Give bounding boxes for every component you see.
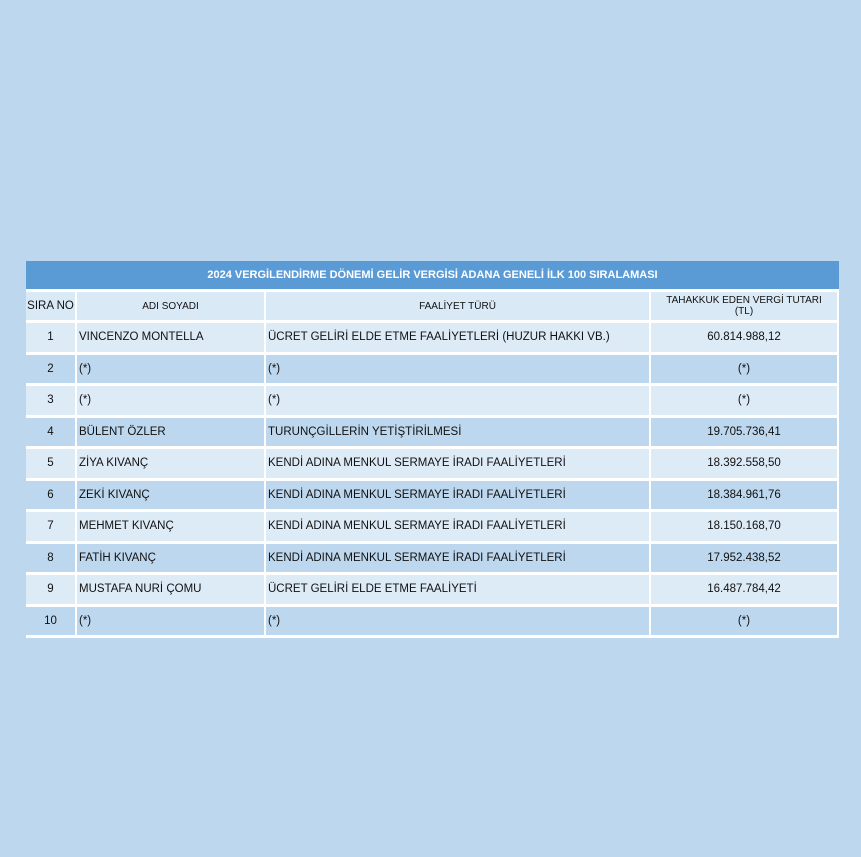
row-faaliyet-turu: (*) xyxy=(266,355,651,387)
header-vergi-tutari-line2: (TL) xyxy=(734,306,754,317)
row-adi-soyadi: VINCENZO MONTELLA xyxy=(77,323,266,355)
row-faaliyet-turu: TURUNÇGİLLERİN YETİŞTİRİLMESİ xyxy=(266,418,651,450)
row-adi-soyadi: ZEKİ KIVANÇ xyxy=(77,481,266,513)
row-faaliyet-turu: KENDİ ADINA MENKUL SERMAYE İRADI FAALİYETLERİ xyxy=(266,481,651,513)
row-sira-no: 7 xyxy=(26,512,77,544)
row-vergi-tutari: 19.705.736,41 xyxy=(651,418,839,450)
row-vergi-tutari: (*) xyxy=(651,386,839,418)
row-faaliyet-turu: (*) xyxy=(266,607,651,639)
row-adi-soyadi: (*) xyxy=(77,386,266,418)
tax-ranking-table xyxy=(26,261,839,638)
row-sira-no: 3 xyxy=(26,386,77,418)
row-adi-soyadi: BÜLENT ÖZLER xyxy=(77,418,266,450)
header-faaliyet-turu: FAALİYET TÜRÜ xyxy=(266,292,651,323)
header-adi-soyadi: ADI SOYADI xyxy=(77,292,266,323)
row-vergi-tutari: 18.150.168,70 xyxy=(651,512,839,544)
row-sira-no: 6 xyxy=(26,481,77,513)
table-title: 2024 VERGİLENDİRME DÖNEMİ GELİR VERGİSİ ADANA GENELİ İLK 100 SIRALAMASI xyxy=(26,261,839,292)
row-vergi-tutari: 16.487.784,42 xyxy=(651,575,839,607)
row-adi-soyadi: FATİH KIVANÇ xyxy=(77,544,266,576)
row-sira-no: 9 xyxy=(26,575,77,607)
row-vergi-tutari: 17.952.438,52 xyxy=(651,544,839,576)
row-vergi-tutari: (*) xyxy=(651,355,839,387)
row-adi-soyadi: ZİYA KIVANÇ xyxy=(77,449,266,481)
header-vergi-tutari-line1: TAHAKKUK EDEN VERGİ TUTARI xyxy=(666,295,822,306)
row-faaliyet-turu: (*) xyxy=(266,386,651,418)
row-sira-no: 5 xyxy=(26,449,77,481)
header-sira-no: SIRA NO xyxy=(26,292,77,323)
row-sira-no: 2 xyxy=(26,355,77,387)
row-adi-soyadi: (*) xyxy=(77,355,266,387)
header-vergi-tutari xyxy=(651,292,839,323)
row-vergi-tutari: 60.814.988,12 xyxy=(651,323,839,355)
row-vergi-tutari: (*) xyxy=(651,607,839,639)
row-sira-no: 8 xyxy=(26,544,77,576)
row-faaliyet-turu: KENDİ ADINA MENKUL SERMAYE İRADI FAALİYETLERİ xyxy=(266,449,651,481)
row-faaliyet-turu: KENDİ ADINA MENKUL SERMAYE İRADI FAALİYETLERİ xyxy=(266,512,651,544)
row-faaliyet-turu: ÜCRET GELİRİ ELDE ETME FAALİYETLERİ (HUZUR HAKKI VB.) xyxy=(266,323,651,355)
row-sira-no: 10 xyxy=(26,607,77,639)
row-vergi-tutari: 18.384.961,76 xyxy=(651,481,839,513)
row-adi-soyadi: (*) xyxy=(77,607,266,639)
row-faaliyet-turu: KENDİ ADINA MENKUL SERMAYE İRADI FAALİYETLERİ xyxy=(266,544,651,576)
row-adi-soyadi: MUSTAFA NURİ ÇOMU xyxy=(77,575,266,607)
row-sira-no: 1 xyxy=(26,323,77,355)
table-grid xyxy=(26,292,839,638)
row-faaliyet-turu: ÜCRET GELİRİ ELDE ETME FAALİYETİ xyxy=(266,575,651,607)
row-adi-soyadi: MEHMET KIVANÇ xyxy=(77,512,266,544)
row-sira-no: 4 xyxy=(26,418,77,450)
row-vergi-tutari: 18.392.558,50 xyxy=(651,449,839,481)
